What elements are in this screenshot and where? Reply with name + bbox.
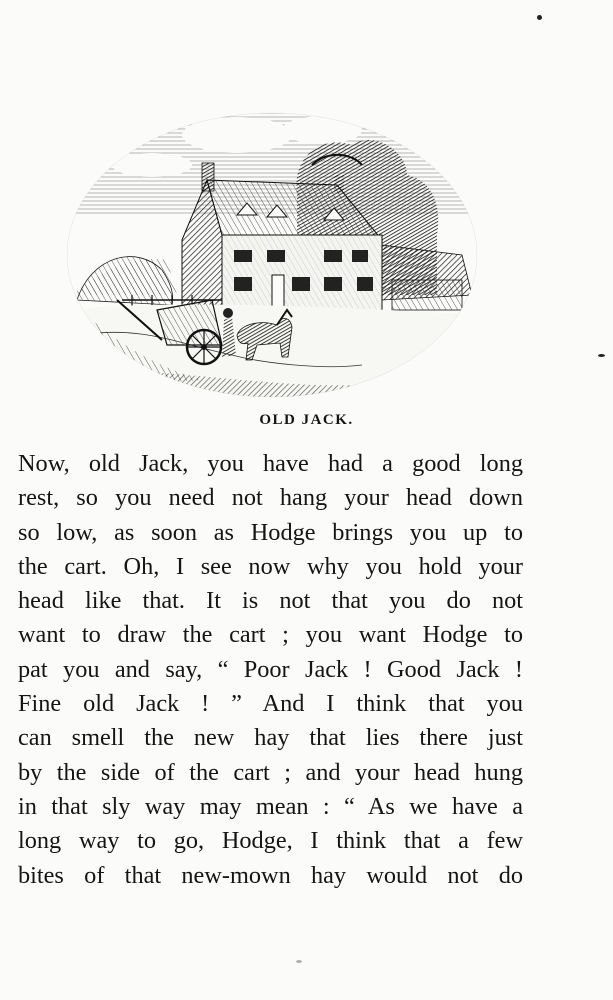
cottage-engraving bbox=[62, 95, 482, 400]
text-line: Now, old Jack, you have had a good long bbox=[18, 450, 523, 477]
text-line: long way to go, Hodge, I think that a few bbox=[18, 827, 523, 855]
text-line: want to draw the cart ; you want Hodge to bbox=[18, 621, 523, 649]
ink-speck bbox=[296, 960, 302, 963]
text-line: by the side of the cart ; and your head hung bbox=[18, 758, 523, 786]
body-text bbox=[18, 447, 523, 893]
ink-speck bbox=[537, 15, 542, 20]
text-line: head like that. It is not that you do not bbox=[18, 587, 523, 615]
text-line: in that sly way may mean : “ As we have a bbox=[18, 792, 523, 820]
text-line: pat you and say, “ Poor Jack ! Good Jack ! bbox=[18, 655, 523, 683]
text-line: Fine old Jack ! ” And I think that you bbox=[18, 690, 523, 718]
illustration-caption: OLD JACK. bbox=[259, 412, 354, 428]
text-line: so low, as soon as Hodge brings you up to bbox=[18, 518, 523, 546]
text-line: can smell the new hay that lies there just bbox=[18, 724, 523, 752]
text-line: rest, so you need not hang your head down bbox=[18, 484, 523, 512]
text-line: bites of that new-mown hay would not do bbox=[18, 861, 523, 889]
ink-speck bbox=[598, 354, 605, 357]
text-line: the cart. Oh, I see now why you hold your bbox=[18, 552, 523, 580]
